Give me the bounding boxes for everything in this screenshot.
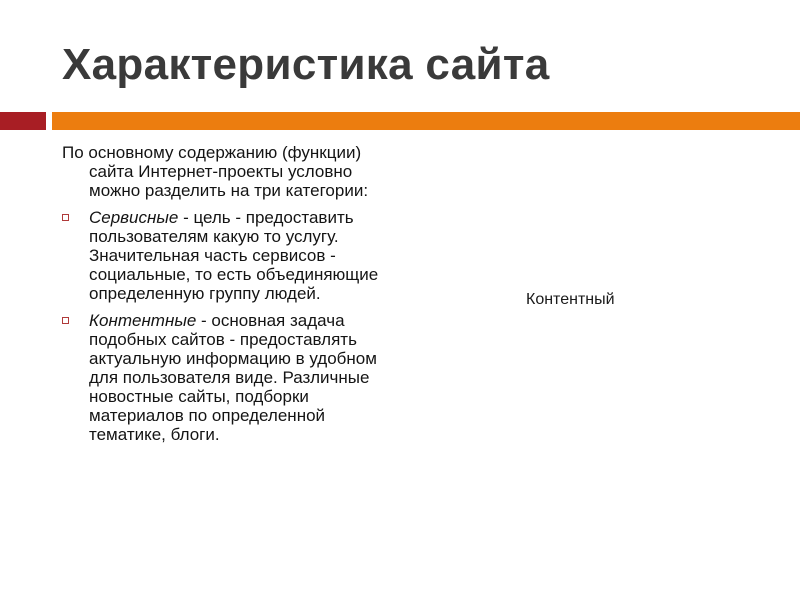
accent-bar-right (52, 112, 800, 130)
right-label: Контентный (526, 291, 615, 308)
bullet-term: Контентные (89, 311, 197, 330)
bullet-item-content (62, 311, 392, 444)
intro-paragraph: По основному содержанию (функции) сайта Интернет-проекты условно можно разделить на три категории: (62, 143, 369, 200)
bullet-text: - основная задача подобных сайтов - предоставлять актуальную информацию в удобном для пользователя виде. Различные новостные сайты, подборки материалов по определенной тематике, блоги. (89, 311, 377, 444)
accent-bar-left (0, 112, 46, 130)
square-bullet-icon (62, 214, 69, 221)
slide-body (62, 143, 392, 452)
slide-title: Характеристика сайта (62, 40, 550, 89)
square-bullet-icon (62, 317, 69, 324)
bullet-text: - цель - предоставить пользователям какую то услугу. Значительная часть сервисов - социальные, то есть объединяющие определенную группу людей. (89, 208, 379, 303)
bullet-item-services (62, 208, 392, 303)
bullet-term: Сервисные (89, 208, 179, 227)
